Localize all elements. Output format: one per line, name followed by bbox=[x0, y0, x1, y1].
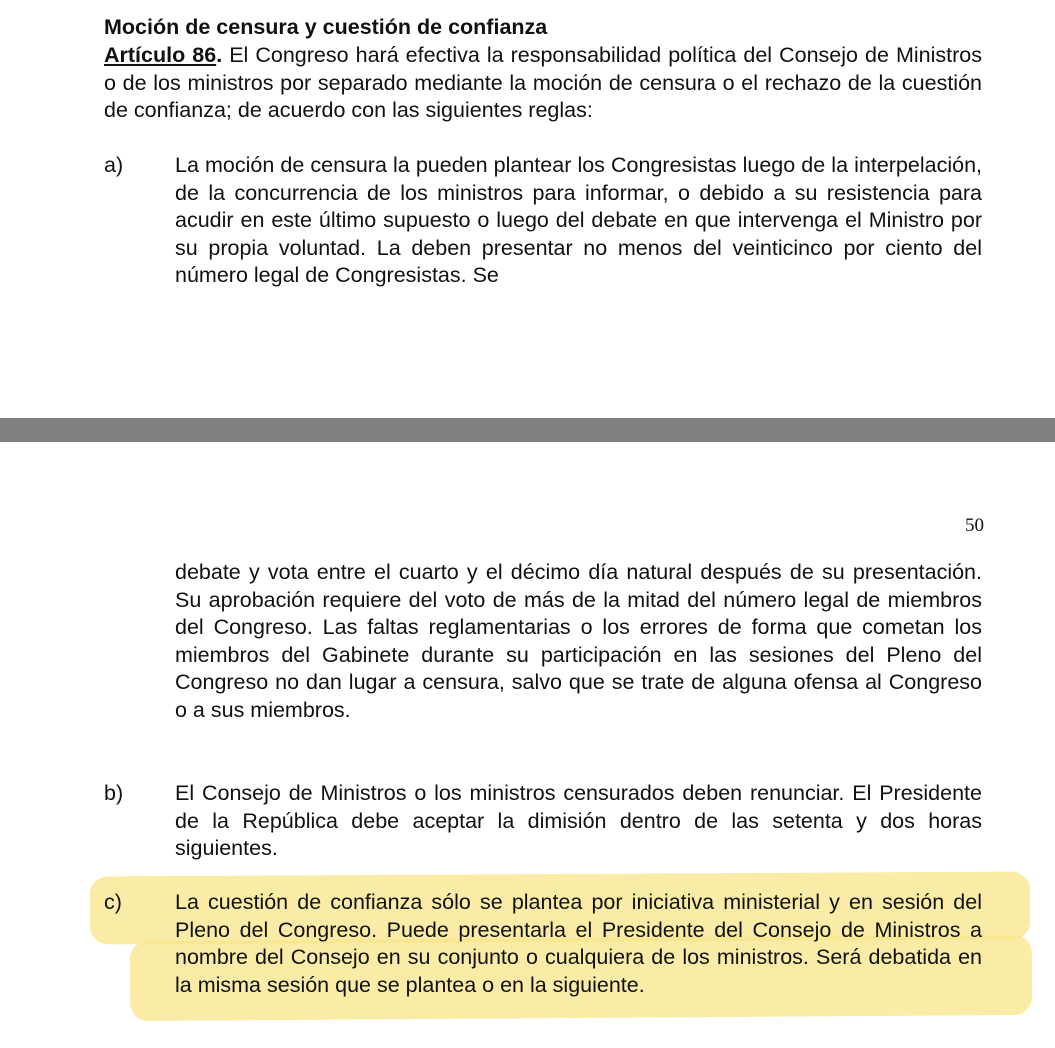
article-body: El Congreso hará efectiva la responsabilidad política del Consejo de Ministros o de los ministros por separado mediante la moción de censura o el rechazo de la cuestión de confianza; de acuerdo con las siguientes reglas: bbox=[104, 43, 982, 122]
item-a-label: a) bbox=[104, 153, 124, 177]
item-c-text: La cuestión de confianza sólo se plantea por iniciativa ministerial y en sesión del Pleno del Congreso. Puede presentarla el Presidente del Consejo de Ministros a nombre del Consejo en su conjunto o cualquiera de los ministros. Será debatida en la misma sesión que se plantea o en la siguiente. bbox=[175, 890, 982, 997]
item-a-text: La moción de censura la pueden plantear los Congresistas luego de la interpelación, de la concurrencia de los ministros para informar, o debido a su resistencia para acudir en este último supuesto o luego del debate en que intervenga el Ministro por su propia voluntad. La deben presentar no menos del veinticinco por ciento del número legal de Congresistas. Se bbox=[175, 153, 982, 287]
item-b-label: b) bbox=[104, 781, 124, 805]
page-separator bbox=[0, 418, 1055, 442]
item-a-continued-text: debate y vota entre el cuarto y el décimo día natural después de su presentación. Su aprobación requiere del voto de más de la mitad del número legal de miembros del Congreso. Las faltas reglamentarias o los errores de forma que cometan los miembros del Gabinete durante su participación en las sesiones del Pleno del Congreso no dan lugar a censura, salvo que se trate de alguna ofensa al Congreso o a sus miembros. bbox=[175, 560, 982, 722]
article-label: Artículo 86 bbox=[104, 43, 217, 67]
page-number: 50 bbox=[965, 515, 984, 536]
section-heading: Moción de censura y cuestión de confianza bbox=[104, 15, 548, 39]
item-c-label: c) bbox=[104, 890, 122, 914]
item-b-text: El Consejo de Ministros o los ministros censurados deben renunciar. El Presidente de la República debe aceptar la dimisión dentro de las setenta y dos horas siguientes. bbox=[175, 781, 982, 860]
article-paragraph bbox=[104, 42, 982, 125]
article-label-period: . bbox=[216, 43, 223, 67]
